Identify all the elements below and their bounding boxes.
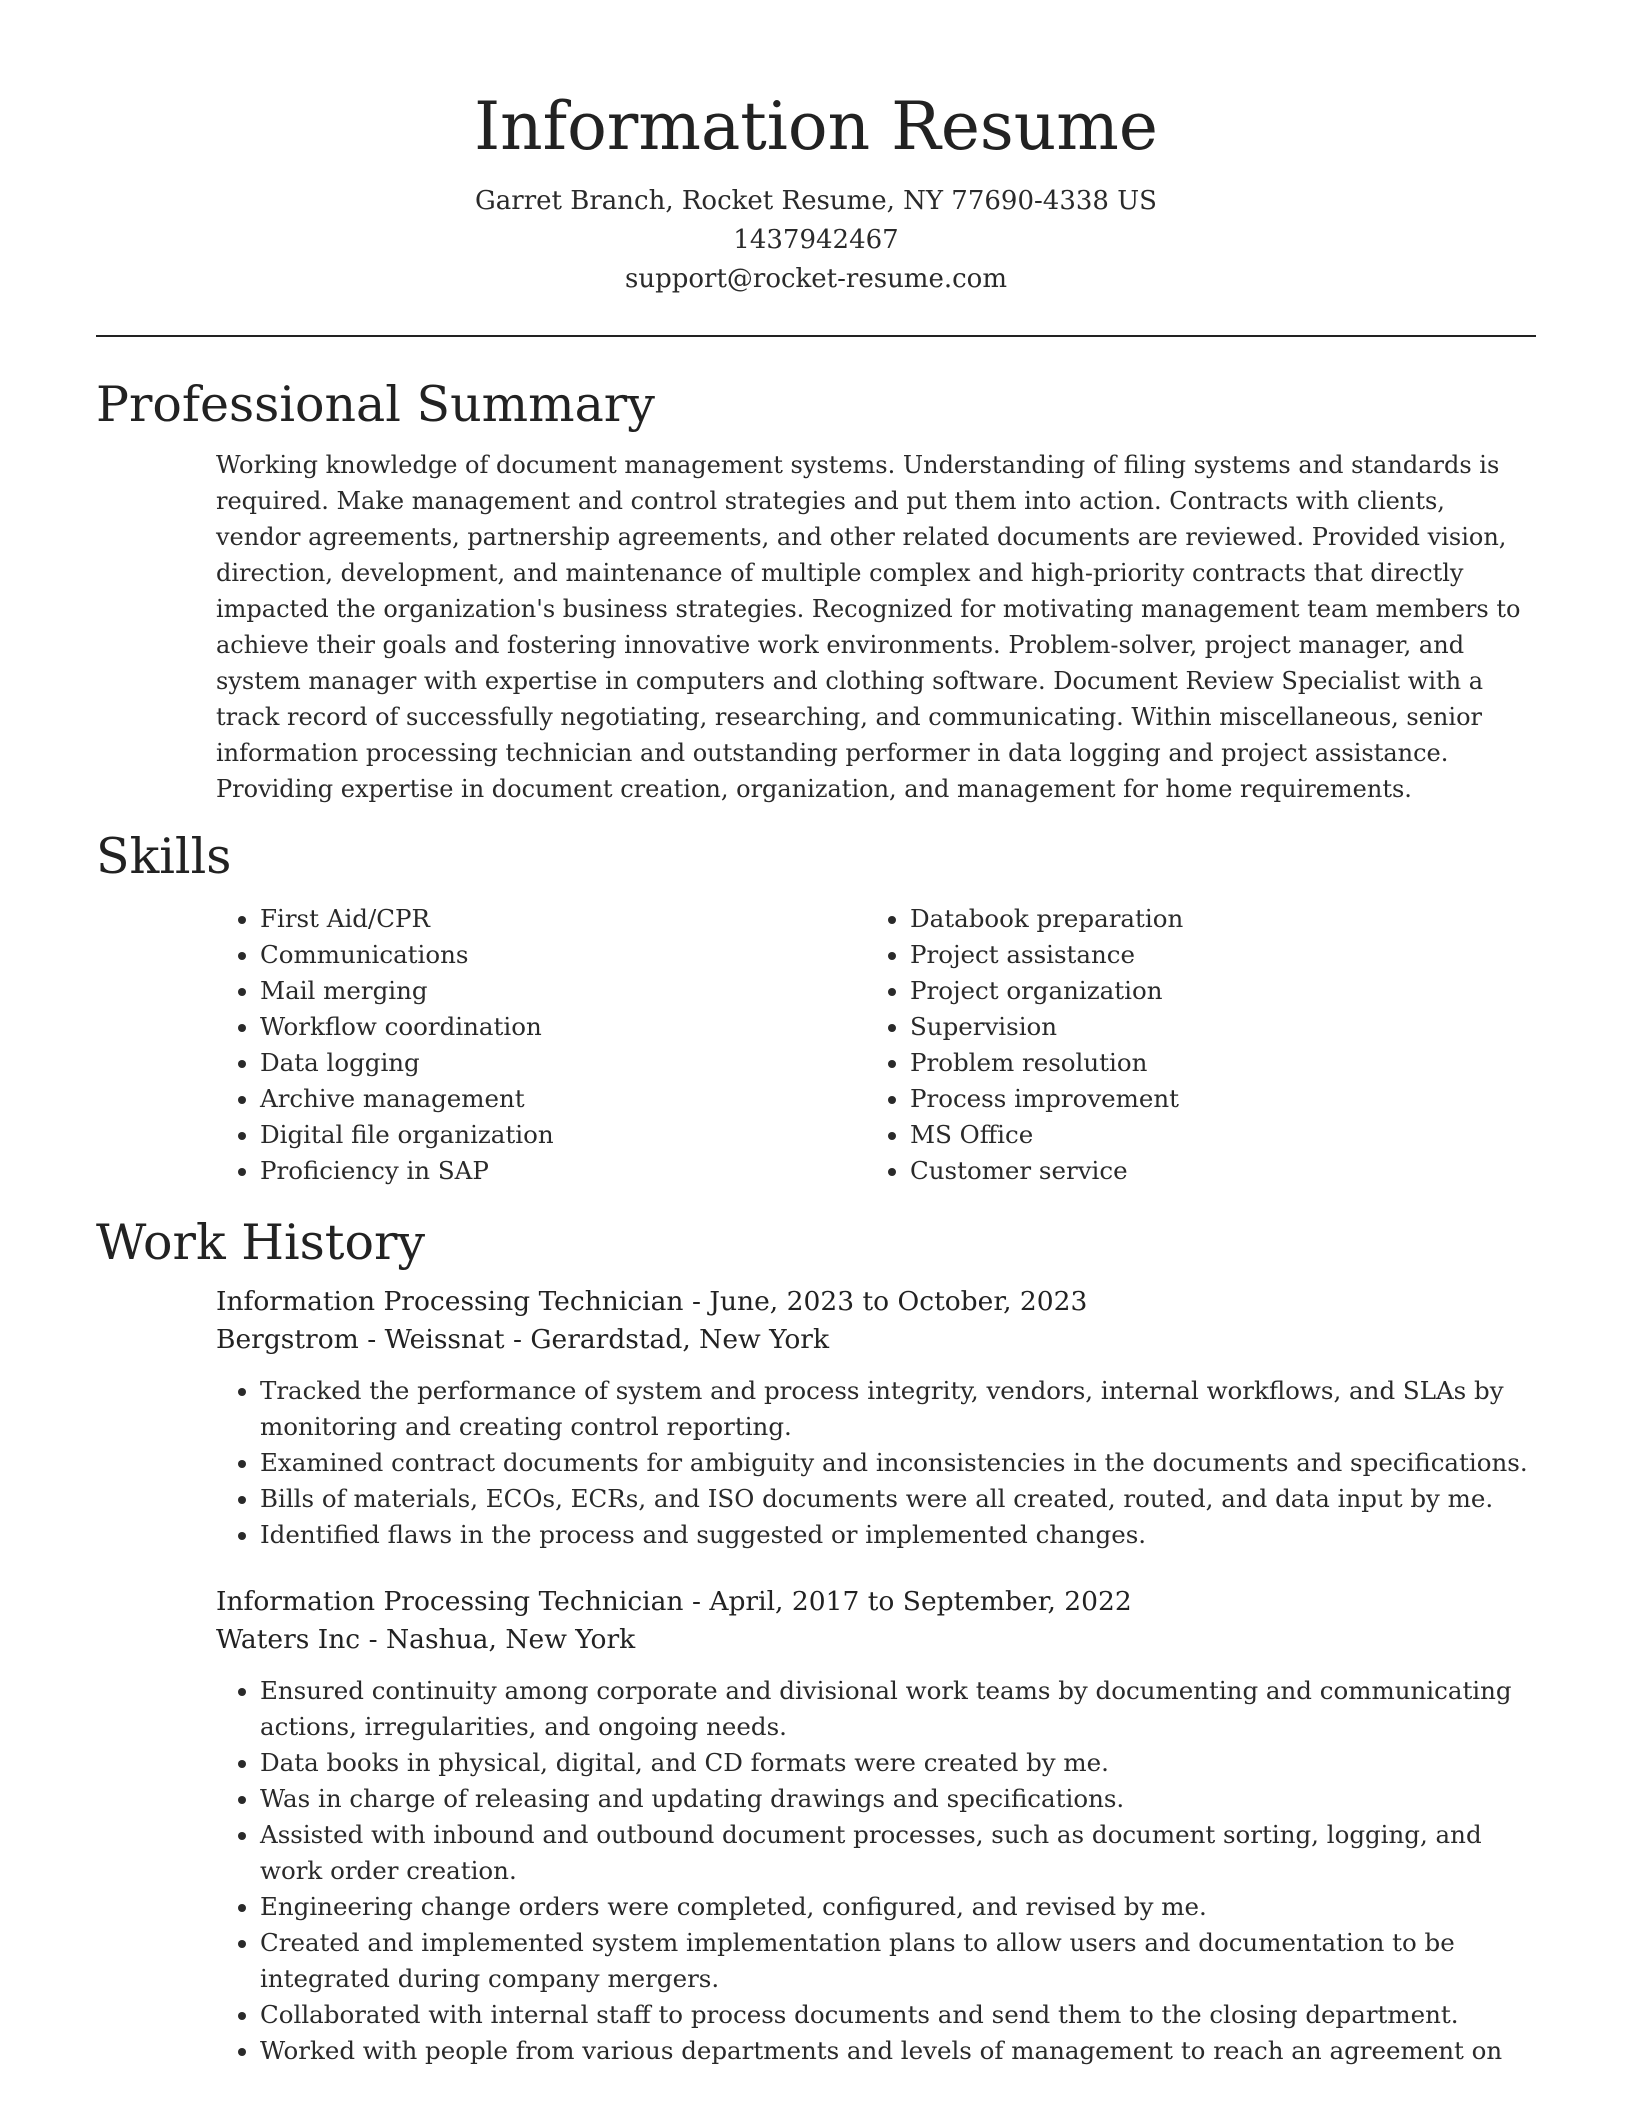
duty-item: • Examined contract documents for ambiguity and inconsistencies in the documents and specifications. <box>260 1445 1536 1481</box>
job-role: Information Processing Technician <box>216 1586 684 1617</box>
job-duties <box>216 1373 1536 1553</box>
duty-item: • Was in charge of releasing and updating drawings and specifications. <box>260 1781 1536 1817</box>
resume-title: Information Resume <box>474 88 1158 165</box>
skill-item: • Data logging <box>260 1045 866 1081</box>
job-dates: June, 2023 to October, 2023 <box>709 1286 1088 1317</box>
job-entry <box>216 1583 1536 2069</box>
duty-item: • Tracked the performance of system and process integrity, vendors, internal workflows, and SLAs by monitoring and creating control reporting. <box>260 1373 1536 1445</box>
duty-item: • Bills of materials, ECOs, ECRs, and ISO documents were all created, routed, and data input by me. <box>260 1481 1536 1517</box>
duty-item: • Created and implemented system implementation plans to allow users and documentation to be integrated during company mergers. <box>260 1925 1536 1997</box>
skill-item: • Digital file organization <box>260 1117 866 1153</box>
skill-item: • Supervision <box>910 1009 1516 1045</box>
skill-item: • Communications <box>260 937 866 973</box>
resume-header <box>96 0 1536 299</box>
duty-item: • Worked with people from various departments and levels of management to reach an agreement on <box>260 2033 1536 2069</box>
skill-item: • Archive management <box>260 1081 866 1117</box>
skill-item: • First Aid/CPR <box>260 901 866 937</box>
job-role: Information Processing Technician <box>216 1286 684 1317</box>
skill-item: • Databook preparation <box>910 901 1516 937</box>
skill-item: • Process improvement <box>910 1081 1516 1117</box>
duty-item: • Engineering change orders were completed, configured, and revised by me. <box>260 1889 1536 1925</box>
skill-item: • Mail merging <box>260 973 866 1009</box>
job-dates: April, 2017 to September, 2022 <box>709 1586 1132 1617</box>
job-title-line: Information Processing Technician - June, 2023 to October, 2023 <box>216 1286 1088 1317</box>
contact-address: Garret Branch, Rocket Resume, NY 77690-4338 US <box>475 186 1157 216</box>
section-title-summary: Professional Summary <box>96 376 655 433</box>
skill-item: • Project organization <box>910 973 1516 1009</box>
skill-item: • Workflow coordination <box>260 1009 866 1045</box>
skills-column-right <box>866 901 1516 1189</box>
duty-item: • Ensured continuity among corporate and divisional work teams by documenting and communicating actions, irregularities, and ongoing needs. <box>260 1673 1536 1745</box>
skill-item: • MS Office <box>910 1117 1516 1153</box>
skill-item: • Customer service <box>910 1153 1516 1189</box>
contact-phone: 1437942467 <box>733 225 899 255</box>
summary-text: Working knowledge of document management systems. Understanding of filing systems and standards is required. Make management and control strategies and put them into action. Contracts with clients, vendor agreements, partnership agreements, and other related documents are reviewed. Provided vision, direction, development, and maintenance of multiple complex and high-priority contracts that directly impacted the organization's business strategies. Recognized for motivating management team members to achieve their goals and fostering innovative work environments. Problem-solver, project manager, and system manager with expertise in computers and clothing software. Document Review Specialist with a track record of successfully negotiating, researching, and communicating. Within miscellaneous, senior information processing technician and outstanding performer in data logging and project assistance. Providing expertise in document creation, organization, and management for home requirements. <box>216 451 1521 803</box>
job-duties <box>216 1673 1536 2069</box>
job-title-line: Information Processing Technician - April, 2017 to September, 2022 <box>216 1586 1132 1617</box>
duty-item: • Assisted with inbound and outbound document processes, such as document sorting, logging, and work order creation. <box>260 1817 1536 1889</box>
job-employer-line: Bergstrom - Weissnat - Gerardstad, New York <box>216 1324 830 1355</box>
skill-item: • Project assistance <box>910 937 1516 973</box>
contact-block <box>96 182 1536 299</box>
duty-item: • Data books in physical, digital, and CD formats were created by me. <box>260 1745 1536 1781</box>
skill-item: • Problem resolution <box>910 1045 1516 1081</box>
duty-item: • Identified flaws in the process and suggested or implemented changes. <box>260 1517 1536 1553</box>
job-employer-line: Waters Inc - Nashua, New York <box>216 1624 636 1655</box>
job-entry <box>216 1283 1536 1553</box>
contact-email: support@rocket-resume.com <box>624 264 1007 294</box>
section-title-work-history: Work History <box>96 1214 426 1271</box>
section-title-skills: Skills <box>96 828 232 885</box>
job-employer: Bergstrom - Weissnat <box>216 1324 505 1355</box>
skill-item: • Proficiency in SAP <box>260 1153 866 1189</box>
job-employer: Waters Inc <box>216 1624 361 1655</box>
duty-item: • Collaborated with internal staff to process documents and send them to the closing department. <box>260 1997 1536 2033</box>
resume-page <box>96 0 1536 2112</box>
skills-column-left <box>216 901 866 1189</box>
skills-list <box>216 901 1536 1189</box>
header-divider <box>96 335 1536 337</box>
job-location: Nashua, New York <box>385 1624 636 1655</box>
job-location: Gerardstad, New York <box>530 1324 830 1355</box>
